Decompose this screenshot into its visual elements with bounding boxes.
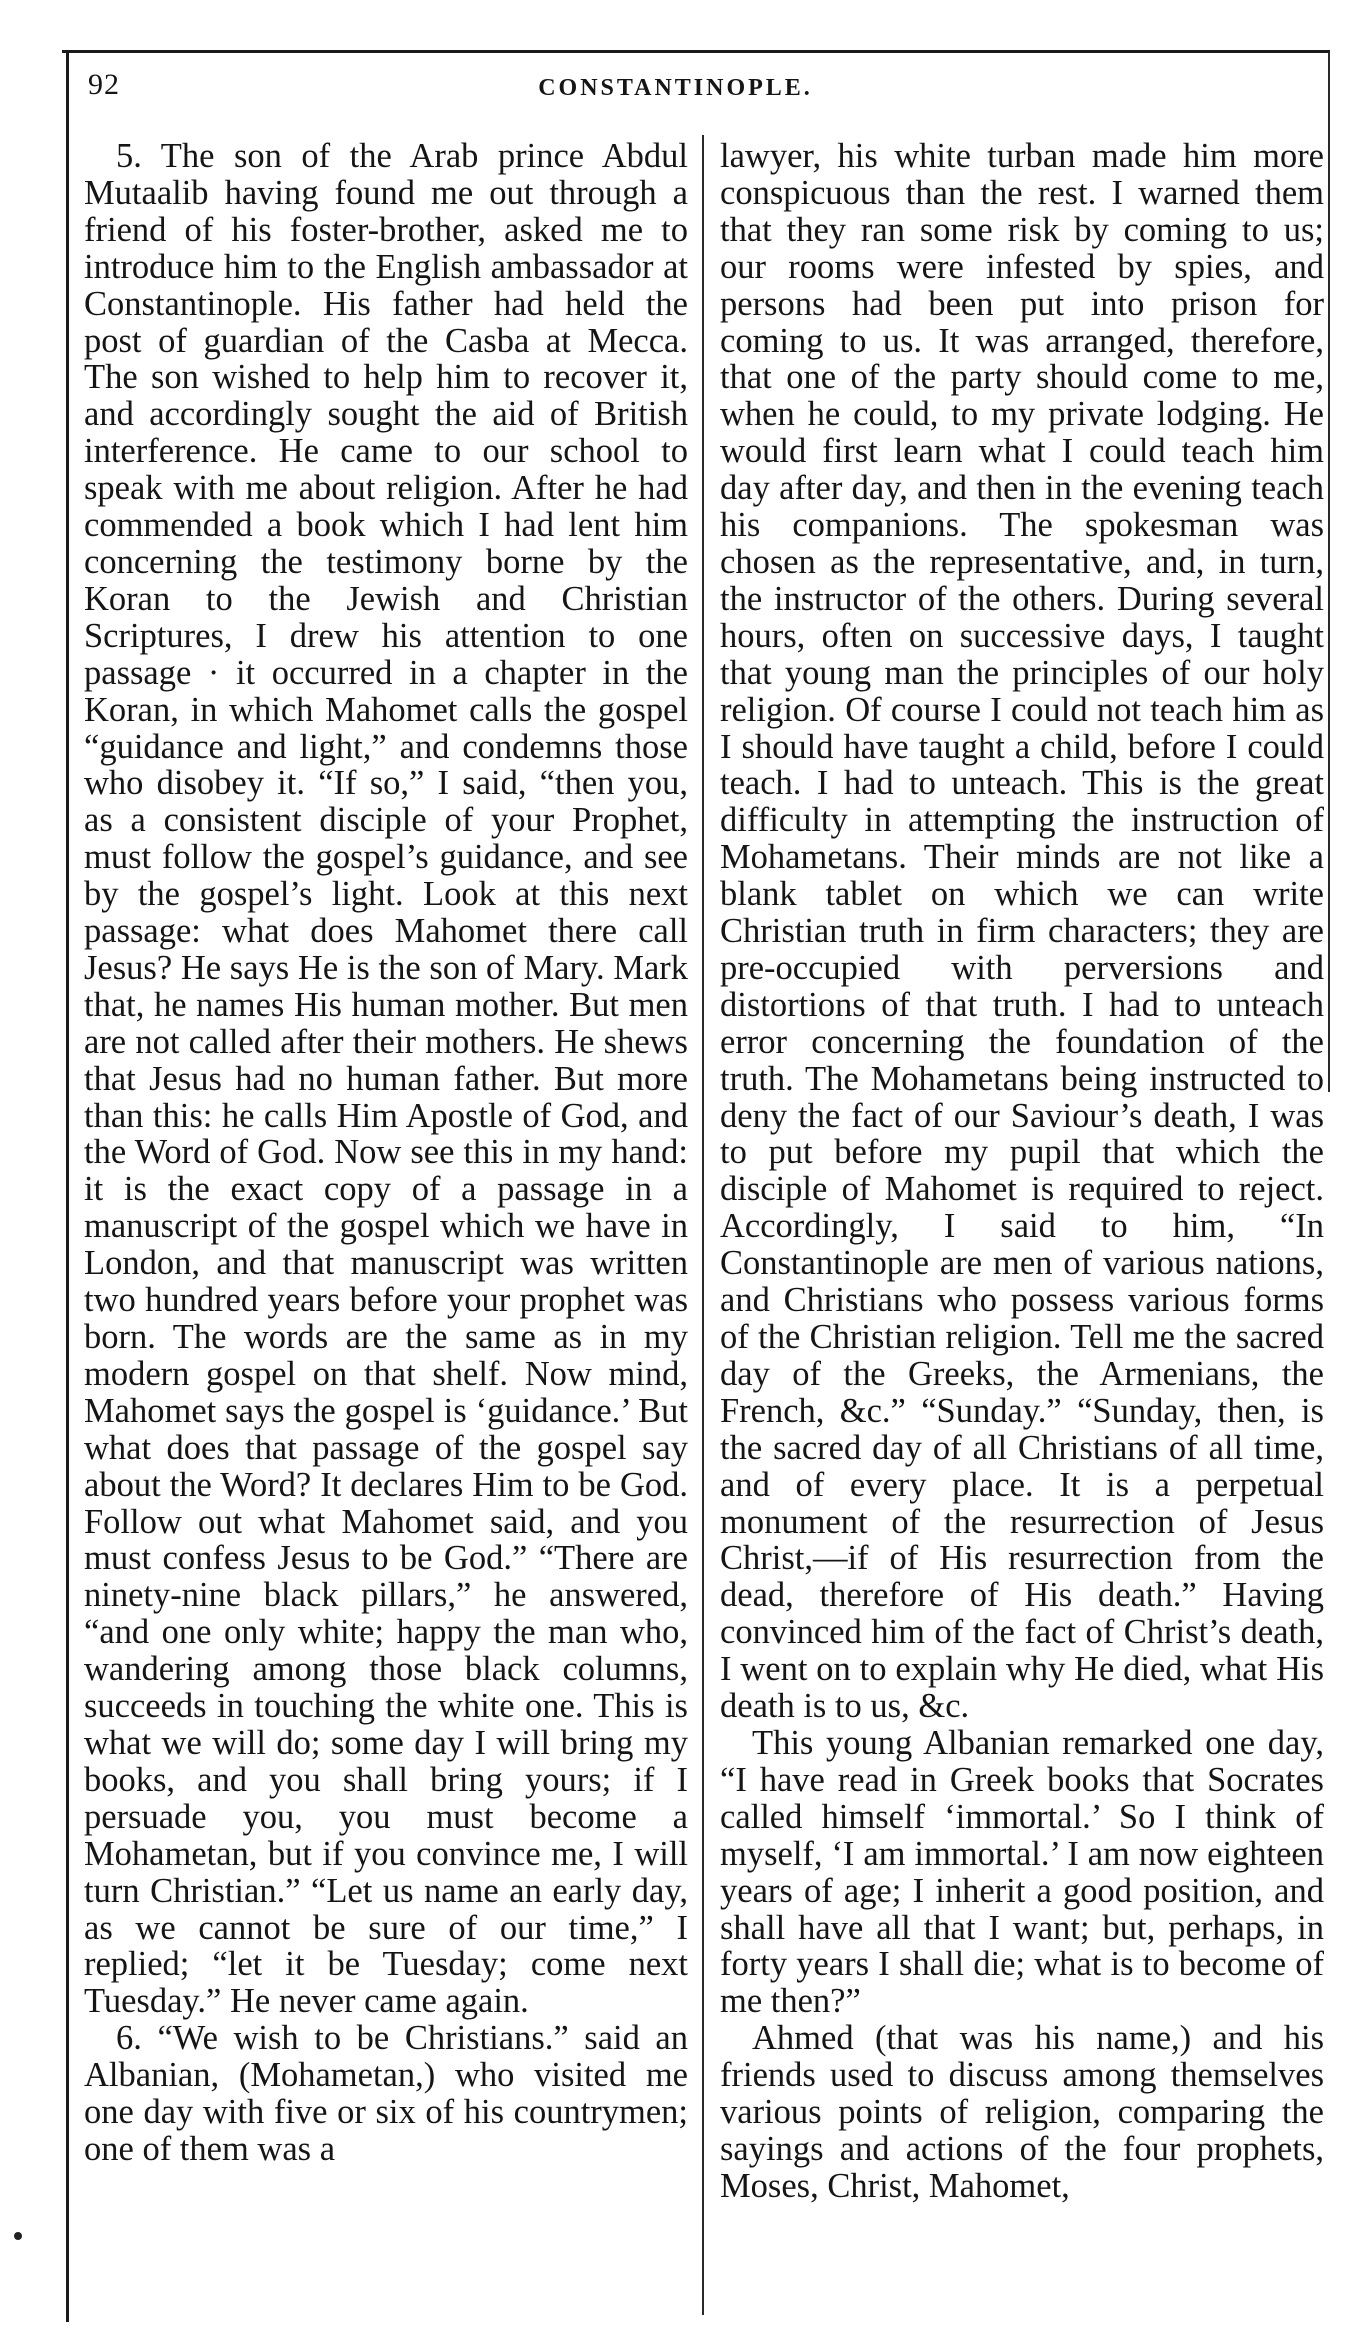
column-divider: [702, 135, 704, 2315]
paragraph-5: 5. The son of the Arab prince Abdul Mutaalib having found me out through a friend of his foster-brother, asked me to introduce him to the English ambassador at Constantinople. His father had held the post of guardian of the Casba at Mecca. The son wished to help him to recover it, and accordingly sought the aid of British interference. He came to our school to speak with me about religion. After he had commended a book which I had lent him concerning the testimony borne by the Koran to the Jewish and Christian Scriptures, I drew his attention to one passage · it occurred in a chapter in the Koran, in which Mahomet calls the gospel “guidance and light,” and condemns those who disobey it. “If so,” I said, “then you, as a consistent disciple of your Prophet, must follow the gospel’s guidance, and see by the gospel’s light. Look at this next passage: what does Mahomet there call Jesus? He says He is the son of Mary. Mark that, he names His human mother. But men are not called after their mothers. He shews that Jesus had no human father. But more than this: he calls Him Apostle of God, and the Word of God. Now see this in my hand: it is the exact copy of a passage in a manuscript of the gospel which we have in London, and that manuscript was written two hundred years before your prophet was born. The words are the same as in my modern gospel on that shelf. Now mind, Mahomet says the gospel is ‘guidance.’ But what does that passage of the gospel say about the Word? It declares Him to be God. Follow out what Mahomet said, and you must confess Jesus to be God.” “There are ninety-nine black pillars,” he answered, “and one only white; happy the man who, wandering among those black columns, succeeds in touching the white one. This is what we will do; some day I will bring my books, and you shall bring yours; if I persuade you, you must become a Mohametan, but if you convince me, I will turn Christian.” “Let us name an early day, as we cannot be sure of our time,” I replied; “let it be Tuesday; come next Tuesday.” He never came again.: [84, 137, 688, 2021]
running-head: CONSTANTINOPLE.: [538, 75, 813, 101]
page-number: 92: [88, 68, 120, 101]
paragraph-albanian-remark: This young Albanian remarked one day, “I have read in Greek books that Socrates called himself ‘immortal.’ So I think of myself, ‘I am immortal.’ I am now eighteen years of age; I inherit a good position, and shall have all that I want; but, perhaps, in forty years I shall die; what is to become of me then?”: [720, 1723, 1324, 2021]
top-rule: [62, 50, 1330, 53]
paragraph-6: 6. “We wish to be Christians.” said an Albanian, (Mohametan,) who visited me one day with five or six of his countrymen; one of them was a: [84, 2019, 688, 2168]
right-rule: [1328, 52, 1330, 1092]
margin-mark: [14, 2232, 22, 2240]
paragraph-ahmed: Ahmed (that was his name,) and his friends used to discuss among themselves various points of religion, comparing the sayings and actions of the four prophets, Moses, Christ, Mahomet,: [720, 2019, 1324, 2205]
left-rule: [66, 52, 69, 2322]
right-column: [720, 138, 1324, 2205]
left-column: [84, 138, 688, 2168]
paragraph-6-continued: lawyer, his white turban made him more conspicuous than the rest. I warned them that they ran some risk by coming to us; our rooms were infested by spies, and persons had been put into prison for coming to us. It was arranged, therefore, that one of the party should come to me, when he could, to my private lodging. He would first learn what I could teach him day after day, and then in the evening teach his companions. The spokesman was chosen as the representative, and, in turn, the instructor of the others. During several hours, often on successive days, I taught that young man the principles of our holy religion. Of course I could not teach him as I should have taught a child, before I could teach. I had to unteach. This is the great difficulty in attempting the instruction of Mohametans. Their minds are not like a blank tablet on which we can write Christian truth in firm characters; they are pre-occupied with perversions and distortions of that truth. I had to unteach error concerning the foundation of the truth. The Mohametans being instructed to deny the fact of our Saviour’s death, I was to put before my pupil that which the disciple of Mahomet is required to reject. Accordingly, I said to him, “In Constantinople are men of various nations, and Christians who possess various forms of the Christian religion. Tell me the sacred day of the Greeks, the Armenians, the French, &c.” “Sunday.” “Sunday, then, is the sacred day of all Christians of all time, and of every place. It is a perpetual monument of the resurrection of Jesus Christ,—if of His resurrection from the dead, therefore of His death.” Having convinced him of the fact of Christ’s death, I went on to explain why He died, what His death is to us, &c.: [720, 137, 1324, 1726]
